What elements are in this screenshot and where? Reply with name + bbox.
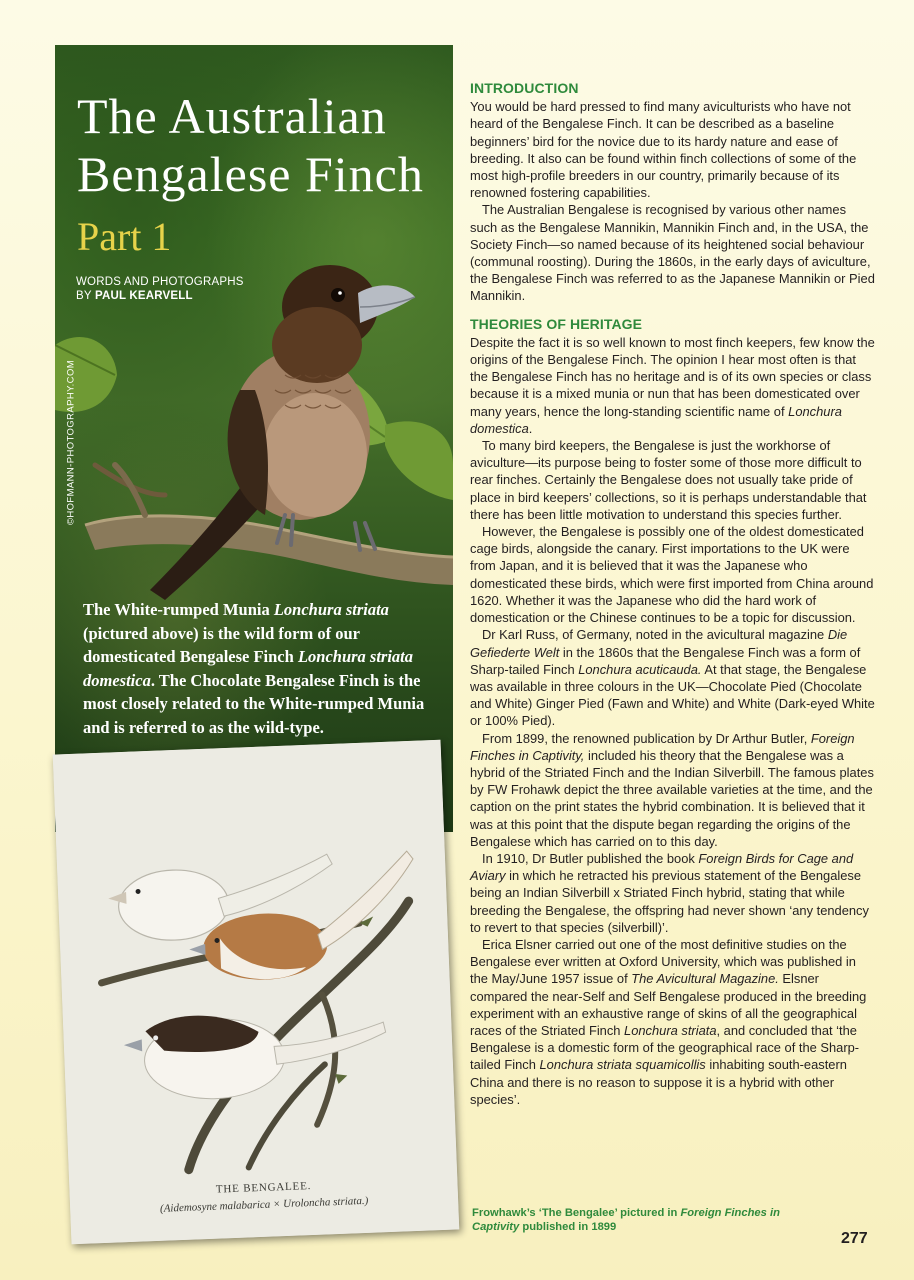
title-line-1: The Australian — [77, 88, 387, 144]
part-label: Part 1 — [77, 214, 172, 259]
paragraph — [470, 334, 876, 437]
byline-author: PAUL KEARVELL — [94, 290, 193, 302]
paragraph: You would be hard pressed to find many aviculturists who have not heard of the Bengalese Finch. It can be described as a baseline beginners’ bird for the novice due to its hardy nature and ease of breeding. It also can be found within finch collections of some of the most high-profile breeders in our country, primarily because of its renowned fostering capabilities. — [470, 99, 857, 201]
italic-run: Lonchura striata — [624, 1022, 717, 1038]
text-run: published in 1899 — [519, 1221, 617, 1233]
text-run: , and concluded that ‘the Bengalese is a domestic form of the geographical race of the Sharp-tailed Finch — [470, 1022, 860, 1073]
figure-caption — [472, 1206, 812, 1234]
plate-title: THE BENGALEE. — [215, 1180, 312, 1196]
byline — [76, 275, 244, 303]
byline-by: BY — [76, 290, 95, 302]
paragraph — [470, 730, 876, 850]
title-line-2: Bengalese Finch — [77, 146, 424, 202]
text-run: Frowhawk’s ‘The Bengalee’ pictured in — [472, 1207, 681, 1219]
text-run: At that stage, the Bengalese was available in three colours in the UK—Chocolate Pied (Chocolate and White) Ginger Pied (Fawn and White) and White (Dark-eyed White or 100% Pied). — [470, 661, 875, 729]
leaf-far-right — [385, 421, 453, 500]
italic-run: The Avicultural Magazine. — [631, 971, 779, 987]
page-number: 277 — [841, 1230, 868, 1247]
italic-run: Foreign Birds for Cage and Aviary — [470, 850, 854, 884]
plate-illustration — [53, 740, 460, 1245]
article-body — [470, 80, 876, 1108]
caption-text: (pictured above) is the wild form of our domesticated Bengalese Finch — [83, 623, 360, 666]
paragraph — [470, 626, 876, 729]
photo-caption — [83, 598, 445, 739]
italic-run: Die Gefiederte Welt — [470, 627, 848, 660]
byline-label: WORDS AND PHOTOGRAPHS — [76, 276, 244, 288]
hero-photo — [55, 45, 453, 832]
text-run: Elsner compared the near-Self and Self Bengalese produced in the breeding experiment with an exhaustive range of skins of all the geographical races of the Striated Finch — [470, 971, 867, 1038]
italic-run: Lonchura striata squamicollis — [539, 1057, 706, 1073]
bird-eye — [331, 288, 345, 302]
text-run: Erica Elsner carried out one of the most definitive studies on the Bengalese ever written at Oxford University, which was published in the May/June 1957 issue of — [470, 936, 856, 987]
paragraph: The Australian Bengalese is recognised by various other names such as the Bengalese Mannikin, Mannikin Finch and, in the USA, the Society Finch—so named because of its heightened social behaviour (communal roosting). During the 1860s, in the early days of aviculture, the Bengalese Finch was referred to as the Japanese Mannikin or Pied Mannikin. — [470, 202, 875, 304]
italic-run: Lonchura domestica — [470, 403, 842, 436]
paragraph: However, the Bengalese is possibly one of the oldest domesticated cage birds, alongside the canary. First importations to the UK were from Japan, and it is believed that it was the Japanese who domesticated these birds, which were first imported from China around 1620. Whether it was the Japanese who did the hard work of domestication or the Chinese continues to be a topic for discussion. — [470, 524, 874, 626]
heritage-heading: THEORIES OF HERITAGE — [470, 315, 643, 332]
text-run: inhabiting south-eastern China and there is no reason to suppose it is a hybrid with other species’. — [470, 1057, 847, 1107]
plate-subtitle: (Aidemosyne malabarica × Uroloncha striata.) — [159, 1194, 369, 1215]
frohawk-plate — [53, 740, 460, 1245]
leaf-left — [55, 337, 117, 412]
text-run: in which he retracted his previous statement of the Bengalese being an Indian Silverbill x Striated Finch hybrid, stating that while breeding the Bengalese, the offspring had never shown ‘any tendency to revert to that species (silverbill)’. — [470, 868, 869, 935]
italic-run: Foreign Finches in Captivity — [472, 1207, 780, 1233]
text-run: Despite the fact it is so well known to most finch keepers, few know the origins of the Bengalese Finch. The opinion I hear most often is that the Bengalese Finch has no heritage and is of its own species or class because it is a mixed munia or nun that has been domesticated over many years, hence the long-standing scientific name of — [470, 334, 875, 419]
intro-heading: INTRODUCTION — [470, 80, 579, 96]
caption-text: The White-rumped Munia — [83, 600, 274, 619]
caption-species: Lonchura striata — [273, 600, 389, 619]
paragraph: To many bird keepers, the Bengalese is just the workhorse of aviculture—its purpose being to foster some of those more difficult to rear finches. Certainly the Bengalese does not usually take pride of place in bird keepers’ collections, so it is perhaps understandable that there has been little motivation to understand this species further. — [470, 438, 867, 522]
caption-species: Lonchura striata domestica — [83, 647, 414, 690]
paragraph — [470, 850, 876, 936]
text-run: . — [528, 420, 533, 436]
article-title — [77, 87, 424, 203]
text-run: From 1899, the renowned publication by Dr Arthur Butler, — [482, 730, 811, 746]
text-run: in the 1860s that the Bengalese Finch was a form of Sharp-tailed Finch — [470, 644, 861, 677]
italic-run: Lonchura acuticauda. — [578, 661, 702, 677]
paragraph — [470, 936, 876, 1108]
photo-credit: ©HOFMANN-PHOTOGRAPHY.COM — [65, 359, 77, 526]
text-run: In 1910, Dr Butler published the book — [482, 850, 699, 866]
italic-run: Foreign Finches in Captivity, — [470, 730, 855, 763]
text-run: Dr Karl Russ, of Germany, noted in the avicultural magazine — [482, 627, 828, 643]
text-run: included his theory that the Bengalese was a hybrid of the Striated Finch and the Indian Silverbill. The famous plates by FW Frohawk depict the three available varieties at the time, and the caption on the print states the hybrid combination. It is believed that it was at this point that the dispute began regarding the origins of the Bengalese which has carried on to this day. — [470, 747, 874, 849]
caption-text: . The Chocolate Bengalese Finch is the most closely related to the White-rumped Munia and is referred to as the wild-type. — [83, 670, 425, 737]
